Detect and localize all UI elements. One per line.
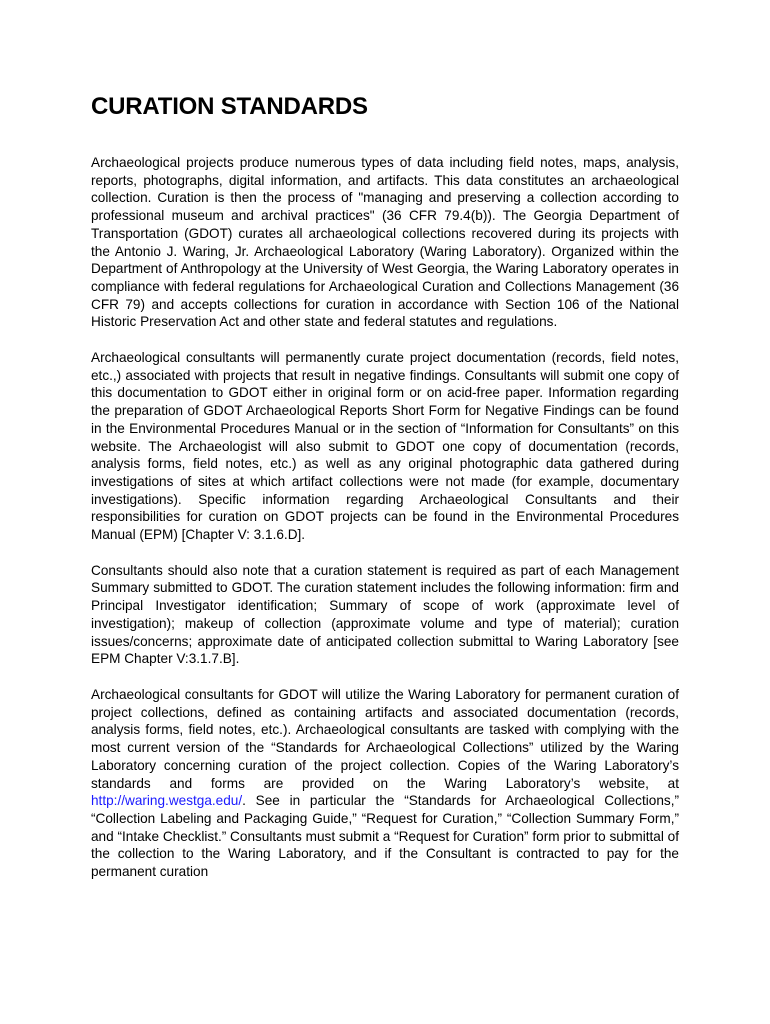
page-title: CURATION STANDARDS	[91, 93, 368, 120]
document-page	[91, 92, 679, 899]
paragraph-negative-findings: Archaeological consultants will permanently curate project documentation (records, field notes, etc.,) associated with projects that result in negative findings. Consultants will submit one copy of this documentation to GDOT either in original form or on acid-free paper. Information regarding the preparation of GDOT Archaeological Reports Short Form for Negative Findings can be found in the Environmental Procedures Manual or in the section of “Information for Consultants” on this website. The Archaeologist will also submit to GDOT one copy of documentation (records, analysis forms, field notes, etc.) as well as any original photographic data gathered during investigations of sites at which artifact collections were not made (for example, documentary investigations). Specific information regarding Archaeological Consultants and their responsibilities for curation on GDOT projects can be found in the Environmental Procedures Manual (EPM) [Chapter V: 3.1.6.D].	[91, 350, 679, 543]
waring-website-link[interactable]: http://waring.westga.edu/	[91, 793, 243, 809]
paragraph-text-after-link: . See in particular the “Standards for Archaeological Collections,” “Collection Labeling and Packaging Guide,” “Request for Curation,” “Collection Summary Form,” and “Intake Checklist.” Consultants must submit a “Request for Curation” form prior to submittal of the collection to the Waring Laboratory, and if the Consultant is contracted to pay for the permanent curation	[91, 793, 679, 880]
paragraph-curation-statement: Consultants should also note that a curation statement is required as part of each Management Summary submitted to GDOT. The curation statement includes the following information: firm and Principal Investigator identification; Summary of scope of work (approximate level of investigation); makeup of collection (approximate volume and type of material); curation issues/concerns; approximate date of anticipated collection submittal to Waring Laboratory [see EPM Chapter V:3.1.7.B].	[91, 562, 679, 667]
paragraph-curation-overview: Archaeological projects produce numerous types of data including field notes, maps, analysis, reports, photographs, digital information, and artifacts. This data constitutes an archaeological collection. Curation is then the process of "managing and preserving a collection according to professional museum and archival practices" (36 CFR 79.4(b)). The Georgia Department of Transportation (GDOT) curates all archaeological collections recovered during its projects with the Antonio J. Waring, Jr. Archaeological Laboratory (Waring Laboratory). Organized within the Department of Anthropology at the University of West Georgia, the Waring Laboratory operates in compliance with federal regulations for Archaeological Curation and Collections Management (36 CFR 79) and accepts collections for curation in accordance with Section 106 of the National Historic Preservation Act and other state and federal statutes and regulations.	[91, 155, 679, 330]
paragraph-waring-laboratory	[91, 686, 679, 881]
paragraph-text-before-link: Archaeological consultants for GDOT will utilize the Waring Laboratory for permanent curation of project collections, defined as containing artifacts and associated documentation (records, analysis forms, field notes, etc.). Archaeological consultants are tasked with complying with the most current version of the “Standards for Archaeological Collections” utilized by the Waring Laboratory concerning curation of the project collection. Copies of the Waring Laboratory’s standards and forms are provided on the Waring Laboratory’s website, at	[91, 686, 679, 791]
